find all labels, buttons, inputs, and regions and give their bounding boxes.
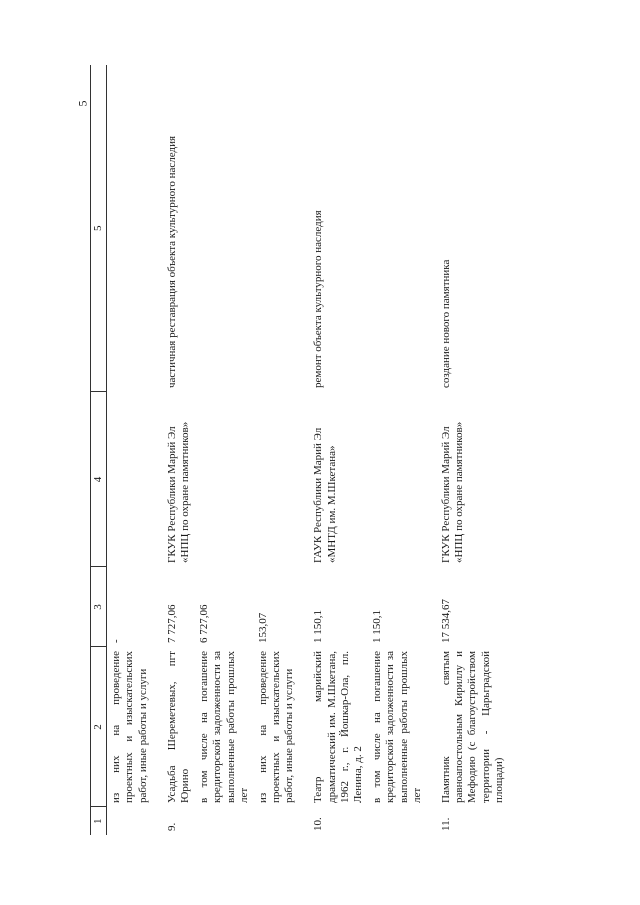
- table-row: [195, 65, 254, 835]
- rotated-table-wrapper: [90, 65, 610, 835]
- object-name: Театр марийский драматический им. М.Шкетана, 1962 г., г. Йошкар-Ола, пл. Ленина, д. 2: [312, 651, 364, 803]
- header-col-2: 2: [91, 647, 107, 807]
- row-number: 11.: [439, 817, 452, 831]
- work-type: создание нового памятника: [439, 259, 452, 388]
- row-number: 10.: [312, 817, 325, 831]
- table-row: [163, 65, 195, 835]
- header-col-1: 1: [91, 807, 107, 835]
- object-name: из них на проведение проектных и изыскательских работ, иные работы и услуги: [110, 651, 149, 803]
- header-col-3: 3: [91, 567, 107, 647]
- object-name: из них на проведение проектных и изыскательских работ, иные работы и услуги: [256, 651, 296, 803]
- organization: [368, 392, 427, 567]
- header-row: [91, 65, 107, 835]
- row-number: [254, 807, 300, 835]
- work-type: ремонт объекта культурного наследия: [312, 210, 325, 388]
- object-name: в том числе на погашение кредиторской задолженности за выполненные работы прошлых лет: [371, 651, 423, 803]
- header-col-5: 5: [91, 65, 107, 392]
- work-type: [107, 65, 153, 392]
- table-row: [254, 65, 300, 835]
- header-col-4: 4: [91, 392, 107, 567]
- organization: [107, 392, 153, 567]
- amount: 6 727,06: [198, 604, 211, 643]
- page-number: 5: [75, 100, 90, 107]
- amount: -: [110, 639, 123, 643]
- organization: ГКУК Республики Марий Эл «НПЦ по охране памятников»: [165, 421, 191, 563]
- work-type: частичная реставрация объекта культурного наследия: [165, 135, 178, 388]
- object-name: в том числе на погашение кредиторской задолженности за выполненные работы прошлых лет: [198, 651, 250, 803]
- organization: [195, 392, 254, 567]
- work-type: [368, 65, 427, 392]
- row-number: [195, 807, 254, 835]
- table-row: [107, 65, 153, 835]
- table-row: [437, 65, 509, 835]
- amount: 1 150,1: [371, 610, 384, 643]
- object-table: [90, 65, 509, 835]
- rotated-table-stage: [90, 65, 610, 835]
- row-number: 9.: [165, 822, 178, 831]
- organization: ГКУК Республики Марий Эл «НПЦ по охране памятников»: [439, 421, 466, 563]
- organization: ГАУК Республики Марий Эл «МНТД им. М.Шкетана»: [312, 427, 338, 563]
- organization: [254, 392, 300, 567]
- object-name: Усадьба Шереметевых, пгт Юрино: [165, 651, 191, 803]
- object-name: Памятник святым равноапостольным Кириллу и Мефодию (с благоустройством территории - Царьградской площади): [439, 651, 505, 803]
- amount: 7 727,06: [165, 604, 178, 643]
- table-row: [368, 65, 427, 835]
- work-type: [195, 65, 254, 392]
- row-number: [368, 807, 427, 835]
- work-type: [254, 65, 300, 392]
- amount: 17 534,67: [439, 599, 452, 643]
- row-number: [107, 807, 153, 835]
- amount: 1 150,1: [312, 610, 325, 643]
- table-row: [309, 65, 368, 835]
- amount: 153,07: [256, 612, 269, 643]
